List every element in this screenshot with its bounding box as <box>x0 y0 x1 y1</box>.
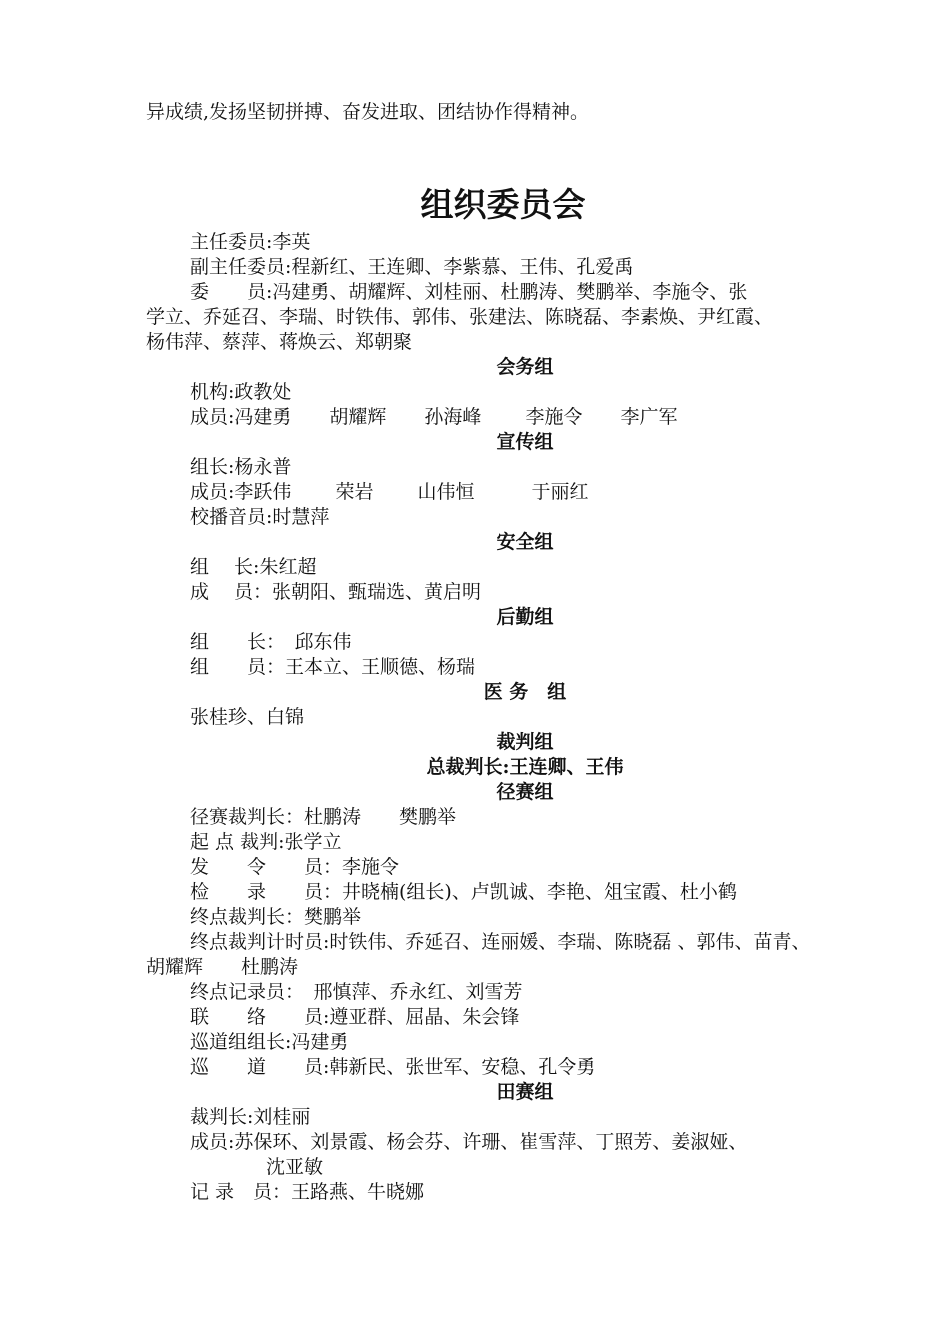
field-members-line-1: 成员:苏保环、刘景霞、杨会芬、许珊、崔雪萍、丁照芳、姜淑娅、 <box>190 1131 748 1153</box>
medical-members: 张桂珍、白锦 <box>190 706 305 728</box>
track-chief: 径赛裁判长：杜鹏涛 樊鹏举 <box>190 806 457 828</box>
logistics-leader: 组 长： 邱东伟 <box>190 631 352 653</box>
committee-director: 主任委员:李英 <box>190 231 311 253</box>
track-patrol-leader: 巡道组组长:冯建勇 <box>190 1031 349 1053</box>
logistics-heading: 后勤组 <box>496 606 554 628</box>
track-starter: 起 点 裁判:张学立 <box>190 831 342 853</box>
referee-chief: 总裁判长:王连卿、王伟 <box>426 756 624 778</box>
track-liaison: 联 络 员:遵亚群、屈晶、朱会锋 <box>190 1006 520 1028</box>
committee-members-line-3: 杨伟萍、蔡萍、蒋焕云、郑朝聚 <box>146 331 413 353</box>
safety-members: 成 员：张朝阳、甄瑞选、黄启明 <box>190 581 482 603</box>
intro-tail-text: 异成绩,发扬坚韧拼搏、奋发进取、团结协作得精神。 <box>146 101 590 123</box>
affairs-members: 成员:冯建勇 胡耀辉 孙海峰 李施令 李广军 <box>190 406 678 428</box>
medical-heading: 医 务 组 <box>483 681 567 703</box>
track-finish-recorder: 终点记录员： 邢慎萍、乔永红、刘雪芳 <box>190 981 523 1003</box>
publicity-members: 成员:李跃伟 荣岩 山伟恒 于丽红 <box>190 481 589 503</box>
publicity-leader: 组长:杨永普 <box>190 456 292 478</box>
track-timer-line-2: 胡耀辉 杜鹏涛 <box>146 956 299 978</box>
safety-heading: 安全组 <box>496 531 554 553</box>
page-title: 组织委员会 <box>420 185 586 224</box>
referee-heading: 裁判组 <box>496 731 554 753</box>
committee-members-line-2: 学立、乔延召、李瑞、时铁伟、郭伟、张建法、陈晓磊、李素焕、尹红霞、 <box>146 306 774 328</box>
publicity-broadcaster: 校播音员:时慧萍 <box>190 506 330 528</box>
track-recorder: 检 录 员：井晓楠(组长)、卢凯诚、李艳、俎宝霞、杜小鹤 <box>190 881 737 903</box>
track-commander: 发 令 员：李施令 <box>190 856 400 878</box>
committee-members-line-1: 委 员:冯建勇、胡耀辉、刘桂丽、杜鹏涛、樊鹏举、李施令、张 <box>190 281 748 303</box>
track-finish-chief: 终点裁判长：樊鹏举 <box>190 906 362 928</box>
field-recorder: 记 录 员：王路燕、牛晓娜 <box>190 1181 425 1203</box>
publicity-heading: 宣传组 <box>496 431 554 453</box>
logistics-members: 组 员：王本立、王顺德、杨瑞 <box>190 656 476 678</box>
field-heading: 田赛组 <box>496 1081 554 1103</box>
track-patrol: 巡 道 员:韩新民、张世军、安稳、孔令勇 <box>190 1056 596 1078</box>
safety-leader: 组 长:朱红超 <box>190 556 317 578</box>
track-timer-line-1: 终点裁判计时员:时铁伟、乔延召、连丽媛、李瑞、陈晓磊 、郭伟、苗青、 <box>190 931 811 953</box>
track-heading: 径赛组 <box>496 781 554 803</box>
field-chief: 裁判长:刘桂丽 <box>190 1106 311 1128</box>
field-members-line-2: 沈亚敏 <box>266 1156 324 1178</box>
committee-deputy: 副主任委员:程新红、王连卿、李紫慕、王伟、孔爱禹 <box>190 256 634 278</box>
affairs-heading: 会务组 <box>496 356 554 378</box>
affairs-org: 机构:政教处 <box>190 381 292 403</box>
